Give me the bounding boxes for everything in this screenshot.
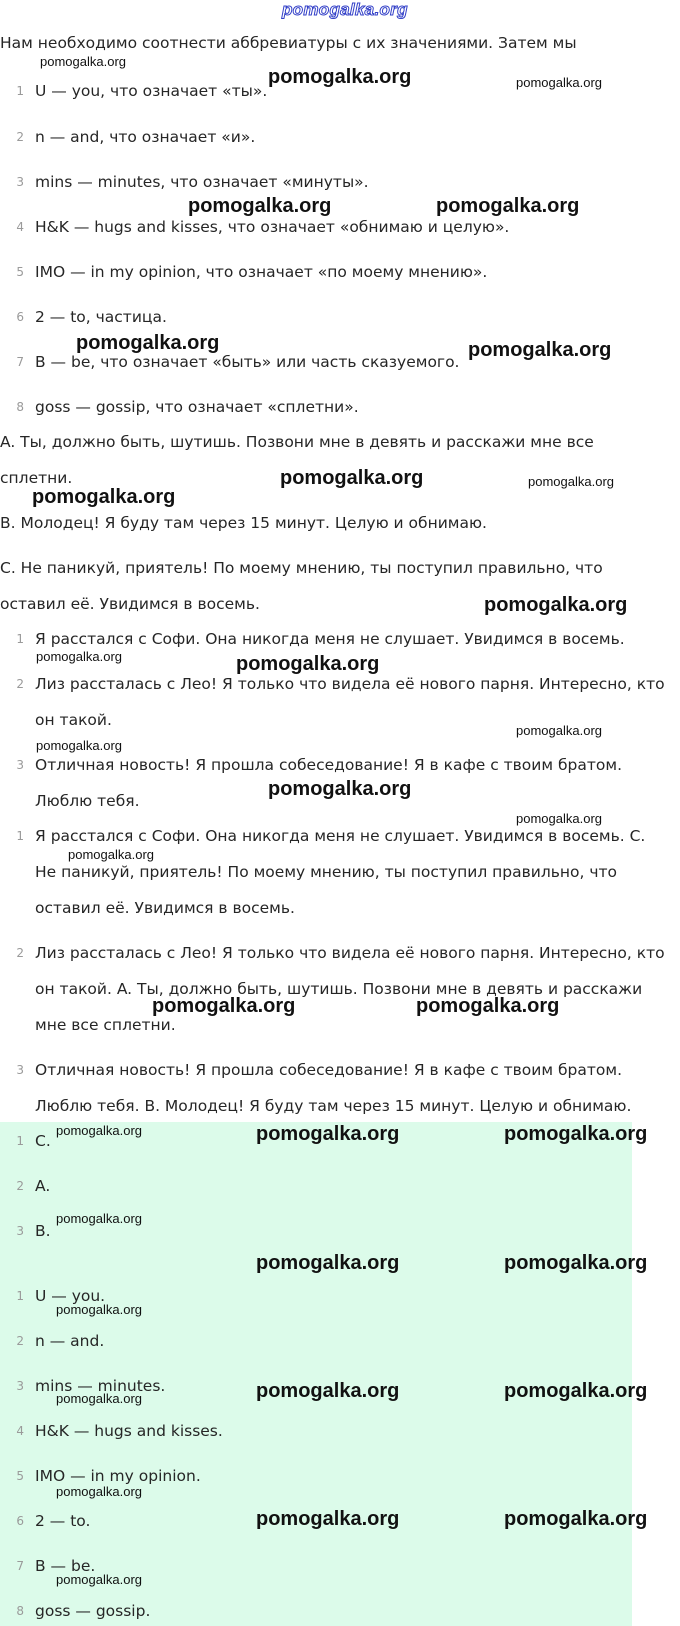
watermark: pomogalka.org: [268, 778, 412, 800]
answer-number: 5: [16, 1469, 24, 1483]
reply-b: B. Молодец! Я буду там через 15 минут. Целую и обнимаю.: [0, 514, 487, 532]
answer-item: B.: [35, 1222, 51, 1240]
intro-text: Нам необходимо соотнести аббревиатуры с их значениями. Затем мы: [0, 34, 577, 52]
answer-item: mins — minutes.: [35, 1377, 166, 1395]
abbr-item: U — you, что означает «ты».: [35, 82, 268, 100]
answer-number: 2: [16, 1179, 24, 1193]
combined-line: Люблю тебя. B. Молодец! Я буду там через 15 минут. Целую и обнимаю.: [35, 1097, 632, 1115]
answer-block: [0, 1122, 632, 1626]
message-line: он такой.: [35, 711, 112, 729]
watermark: pomogalka.org: [256, 1508, 400, 1530]
answer-number: 3: [16, 1224, 24, 1238]
watermark: pomogalka.org: [56, 1123, 142, 1138]
abbr-number: 6: [16, 310, 24, 324]
abbr-number: 2: [16, 130, 24, 144]
abbr-item: mins — minutes, что означает «минуты».: [35, 173, 369, 191]
watermark: pomogalka.org: [268, 66, 412, 88]
watermark: pomogalka.org: [504, 1123, 648, 1145]
watermark: pomogalka.org: [516, 75, 602, 90]
reply-a-line: сплетни.: [0, 469, 73, 487]
combined-number: 2: [16, 946, 24, 960]
watermark: pomogalka.org: [68, 847, 154, 862]
answer-item: IMO — in my opinion.: [35, 1467, 201, 1485]
answer-number: 8: [16, 1604, 24, 1618]
combined-line: оставил её. Увидимся в восемь.: [35, 899, 295, 917]
combined-line: Лиз рассталась с Лео! Я только что видела её нового парня. Интересно, кто: [35, 944, 665, 962]
watermark: pomogalka.org: [504, 1508, 648, 1530]
message-line: Люблю тебя.: [35, 792, 140, 810]
watermark: pomogalka.org: [504, 1252, 648, 1274]
answer-number: 3: [16, 1379, 24, 1393]
answer-item: B — be.: [35, 1557, 96, 1575]
combined-line: он такой. A. Ты, должно быть, шутишь. Позвони мне в девять и расскажи: [35, 980, 643, 998]
watermark: pomogalka.org: [468, 339, 612, 361]
answer-number: 2: [16, 1334, 24, 1348]
watermark: pomogalka.org: [256, 1123, 400, 1145]
answer-number: 7: [16, 1559, 24, 1573]
watermark: pomogalka.org: [56, 1572, 142, 1587]
watermark: pomogalka.org: [56, 1211, 142, 1226]
watermark: pomogalka.org: [436, 195, 580, 217]
abbr-number: 4: [16, 220, 24, 234]
abbr-item: 2 — to, частица.: [35, 308, 167, 326]
answer-item: H&K — hugs and kisses.: [35, 1422, 223, 1440]
abbr-number: 1: [16, 84, 24, 98]
watermark: pomogalka.org: [236, 653, 380, 675]
abbr-number: 8: [16, 400, 24, 414]
answer-item: A.: [35, 1177, 51, 1195]
watermark: pomogalka.org: [36, 738, 122, 753]
watermark: pomogalka.org: [256, 1380, 400, 1402]
combined-line: Я расстался с Софи. Она никогда меня не слушает. Увидимся в восемь. C.: [35, 827, 646, 845]
abbr-number: 7: [16, 355, 24, 369]
watermark: pomogalka.org: [36, 649, 122, 664]
abbr-number: 5: [16, 265, 24, 279]
combined-number: 3: [16, 1063, 24, 1077]
watermark: pomogalka.org: [40, 54, 126, 69]
watermark: pomogalka.org: [152, 995, 296, 1017]
combined-line: мне все сплетни.: [35, 1016, 176, 1034]
watermark: pomogalka.org: [504, 1380, 648, 1402]
combined-number: 1: [16, 829, 24, 843]
reply-c-line: оставил её. Увидимся в восемь.: [0, 595, 260, 613]
message-number: 3: [16, 758, 24, 772]
abbr-item: H&K — hugs and kisses, что означает «обнимаю и целую».: [35, 218, 510, 236]
reply-c-line: C. Не паникуй, приятель! По моему мнению, ты поступил правильно, что: [0, 559, 603, 577]
message-number: 2: [16, 677, 24, 691]
message-line: Отличная новость! Я прошла собеседование! Я в кафе с твоим братом.: [35, 756, 623, 774]
answer-number: 4: [16, 1424, 24, 1438]
combined-line: Не паникуй, приятель! По моему мнению, ты поступил правильно, что: [35, 863, 618, 881]
abbr-item: n — and, что означает «и».: [35, 128, 256, 146]
watermark: pomogalka.org: [56, 1484, 142, 1499]
watermark: pomogalka.org: [56, 1391, 142, 1406]
site-logo[interactable]: pomogalka.org: [282, 0, 408, 19]
abbr-item: IMO — in my opinion, что означает «по моему мнению».: [35, 263, 488, 281]
answer-item: C.: [35, 1132, 51, 1150]
answer-item: n — and.: [35, 1332, 105, 1350]
watermark: pomogalka.org: [516, 723, 602, 738]
abbr-item: B — be, что означает «быть» или часть сказуемого.: [35, 353, 460, 371]
watermark: pomogalka.org: [188, 195, 332, 217]
answer-item: U — you.: [35, 1287, 106, 1305]
watermark: pomogalka.org: [484, 594, 628, 616]
abbr-item: goss — gossip, что означает «сплетни».: [35, 398, 359, 416]
watermark: pomogalka.org: [76, 332, 220, 354]
message-line: Я расстался с Софи. Она никогда меня не слушает. Увидимся в восемь.: [35, 630, 625, 648]
watermark: pomogalka.org: [416, 995, 560, 1017]
watermark: pomogalka.org: [32, 486, 176, 508]
answer-number: 1: [16, 1134, 24, 1148]
watermark: pomogalka.org: [280, 467, 424, 489]
combined-line: Отличная новость! Я прошла собеседование! Я в кафе с твоим братом.: [35, 1061, 623, 1079]
watermark: pomogalka.org: [528, 474, 614, 489]
reply-a-line: A. Ты, должно быть, шутишь. Позвони мне в девять и расскажи мне все: [0, 433, 594, 451]
answer-number: 6: [16, 1514, 24, 1528]
answer-number: 1: [16, 1289, 24, 1303]
watermark: pomogalka.org: [256, 1252, 400, 1274]
abbr-number: 3: [16, 175, 24, 189]
answer-item: goss — gossip.: [35, 1602, 151, 1620]
message-line: Лиз рассталась с Лео! Я только что видела её нового парня. Интересно, кто: [35, 675, 665, 693]
watermark: pomogalka.org: [516, 811, 602, 826]
answer-item: 2 — to.: [35, 1512, 91, 1530]
message-number: 1: [16, 632, 24, 646]
watermark: pomogalka.org: [56, 1302, 142, 1317]
